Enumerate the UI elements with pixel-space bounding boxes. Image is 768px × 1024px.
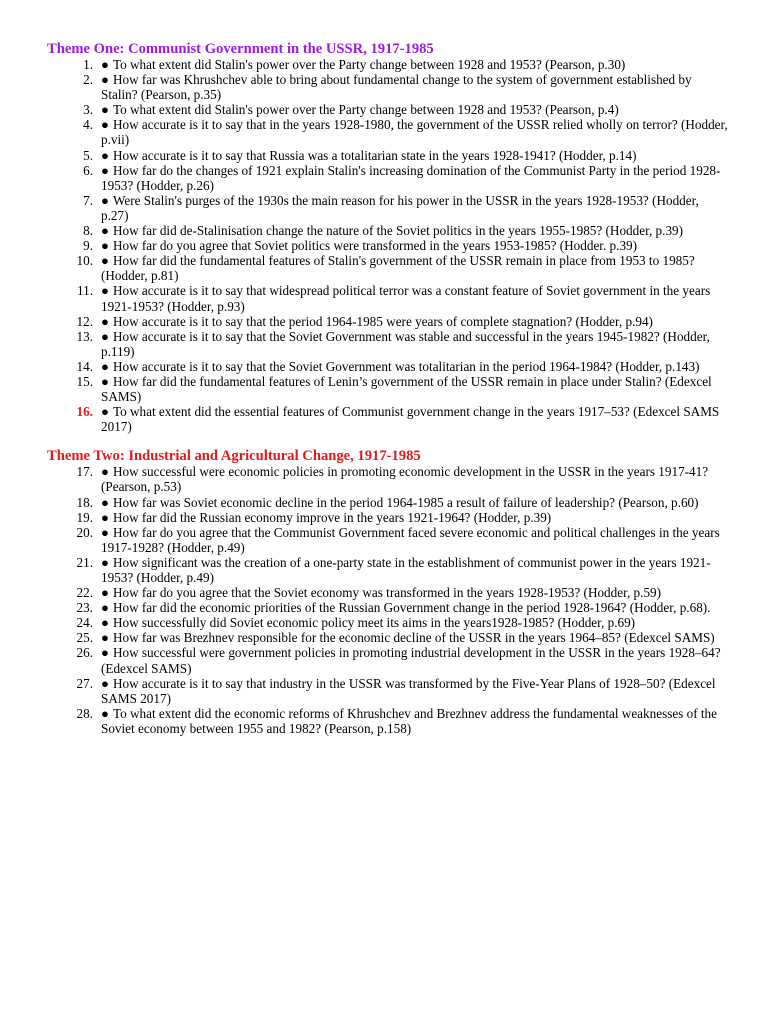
question-text-wrap bbox=[101, 148, 728, 163]
question-text-wrap bbox=[101, 615, 728, 630]
bullet-icon: ● bbox=[101, 585, 109, 601]
question-text-wrap bbox=[101, 283, 728, 313]
bullet-icon: ● bbox=[101, 554, 109, 570]
section-theme-two bbox=[47, 448, 728, 736]
question-text-wrap bbox=[101, 57, 728, 72]
question-number: 13. bbox=[76, 328, 93, 344]
question-text-wrap bbox=[101, 676, 728, 706]
question-item bbox=[47, 464, 728, 494]
question-item bbox=[47, 510, 728, 525]
question-number: 6. bbox=[83, 162, 93, 178]
question-item bbox=[47, 223, 728, 238]
question-number: 19. bbox=[76, 509, 93, 525]
bullet-icon: ● bbox=[101, 373, 109, 389]
question-text: How accurate is it to say that the Soviet Government was totalitarian in the period 1964-1984? (Hodder, p.143) bbox=[112, 358, 700, 374]
question-text-wrap bbox=[101, 600, 728, 615]
bullet-icon: ● bbox=[101, 57, 109, 72]
section-theme-one bbox=[47, 41, 728, 434]
question-text-wrap bbox=[101, 359, 728, 374]
section-title: Theme Two: Industrial and Agricultural Change, 1917-1985 bbox=[47, 448, 421, 465]
question-number: 17. bbox=[76, 464, 93, 480]
question-text-wrap bbox=[101, 464, 728, 494]
question-item bbox=[47, 374, 728, 404]
bullet-icon: ● bbox=[101, 313, 109, 329]
question-text-wrap bbox=[101, 374, 728, 404]
question-number: 22. bbox=[76, 585, 93, 601]
question-item bbox=[47, 585, 728, 600]
question-item bbox=[47, 117, 728, 147]
question-text: How successful were economic policies in promoting economic development in the USSR in the years 1917-41? (Pearson, p.53) bbox=[101, 464, 709, 495]
question-text-wrap bbox=[101, 329, 728, 359]
question-text: How far was Brezhnev responsible for the economic decline of the USSR in the years 1964–85? (Edexcel SAMS) bbox=[112, 630, 715, 646]
question-list bbox=[47, 464, 728, 736]
question-text: To what extent did Stalin's power over the Party change between 1928 and 1953? (Pearson, p.30) bbox=[112, 57, 626, 72]
bullet-icon: ● bbox=[101, 328, 109, 344]
bullet-icon: ● bbox=[101, 675, 109, 691]
question-text: How far did the fundamental features of Lenin’s government of the USSR remain in place under Stalin? (Edexcel SAMS) bbox=[101, 373, 712, 405]
question-item bbox=[47, 359, 728, 374]
question-item bbox=[47, 615, 728, 630]
question-text-wrap bbox=[101, 163, 728, 193]
question-text: How far do you agree that Soviet politics were transformed in the years 1953-1985? (Hodder. p.39) bbox=[112, 238, 638, 254]
question-text: How accurate is it to say that industry in the USSR was transformed by the Five-Year Plans of 1928–50? (Edexcel SAMS 2017) bbox=[101, 675, 716, 706]
bullet-icon: ● bbox=[101, 464, 109, 480]
question-text: How successfully did Soviet economic policy meet its aims in the years1928-1985? (Hodder, p.69) bbox=[112, 615, 636, 631]
question-text: How accurate is it to say that the Soviet Government was stable and successful in the years 1945-1982? (Hodder, p.119) bbox=[101, 328, 710, 359]
question-text-wrap bbox=[101, 585, 728, 600]
question-text-wrap bbox=[101, 645, 728, 675]
question-item bbox=[47, 193, 728, 223]
question-item bbox=[47, 163, 728, 193]
question-item bbox=[47, 283, 728, 313]
question-text-wrap bbox=[101, 706, 728, 736]
question-text-wrap bbox=[101, 253, 728, 283]
question-text: How far did the Russian economy improve in the years 1921-1964? (Hodder, p.39) bbox=[112, 509, 552, 525]
question-text: How successful were government policies in promoting industrial development in the USSR in the years 1928–64? (Edexcel SAMS) bbox=[101, 645, 721, 676]
question-number: 2. bbox=[83, 72, 93, 88]
question-item bbox=[47, 404, 728, 434]
question-text-wrap bbox=[101, 555, 728, 585]
question-text: How far do you agree that the Soviet economy was transformed in the years 1928-1953? (Hodder, p.59) bbox=[112, 585, 662, 601]
question-number: 21. bbox=[76, 554, 93, 570]
question-number: 4. bbox=[83, 117, 93, 133]
question-number: 28. bbox=[76, 705, 93, 721]
question-text: How significant was the creation of a one-party state in the establishment of communist power in the years 1921-1953? (Hodder, p.49) bbox=[101, 554, 711, 585]
question-item bbox=[47, 314, 728, 329]
bullet-icon: ● bbox=[101, 705, 109, 721]
question-text: To what extent did Stalin's power over the Party change between 1928 and 1953? (Pearson, p.4) bbox=[112, 102, 619, 118]
question-item bbox=[47, 495, 728, 510]
question-text: To what extent did the essential features of Communist government change in the years 1917–53? (Edexcel SAMS 2017) bbox=[101, 404, 720, 435]
question-item bbox=[47, 253, 728, 283]
question-number: 14. bbox=[76, 358, 93, 374]
question-number: 1. bbox=[83, 57, 93, 72]
bullet-icon: ● bbox=[101, 147, 109, 163]
bullet-icon: ● bbox=[101, 162, 109, 178]
question-text-wrap bbox=[101, 525, 728, 555]
question-number: 26. bbox=[76, 645, 93, 661]
bullet-icon: ● bbox=[101, 600, 109, 616]
question-number: 5. bbox=[83, 147, 93, 163]
question-item bbox=[47, 148, 728, 163]
question-item bbox=[47, 676, 728, 706]
question-text: How accurate is it to say that in the years 1928-1980, the government of the USSR relied wholly on terror? (Hodder, p.vii) bbox=[101, 117, 728, 148]
question-number: 24. bbox=[76, 615, 93, 631]
bullet-icon: ● bbox=[101, 509, 109, 525]
question-number: 7. bbox=[83, 192, 93, 208]
bullet-icon: ● bbox=[101, 283, 109, 299]
bullet-icon: ● bbox=[101, 615, 109, 631]
question-number: 9. bbox=[83, 238, 93, 254]
question-text-wrap bbox=[101, 238, 728, 253]
question-text-wrap bbox=[101, 102, 728, 117]
bullet-icon: ● bbox=[101, 72, 109, 88]
question-text: Were Stalin's purges of the 1930s the main reason for his power in the USSR in the years 1928-1953? (Hodder, p.27) bbox=[101, 192, 699, 223]
question-text: How far did de-Stalinisation change the nature of the Soviet politics in the years 1955-1985? (Hodder, p.39) bbox=[112, 223, 684, 239]
question-item bbox=[47, 102, 728, 117]
question-number: 27. bbox=[76, 675, 93, 691]
question-item bbox=[47, 555, 728, 585]
section-title: Theme One: Communist Government in the USSR, 1917-1985 bbox=[47, 41, 434, 57]
bullet-icon: ● bbox=[101, 645, 109, 661]
question-text-wrap bbox=[101, 117, 728, 147]
question-text-wrap bbox=[101, 314, 728, 329]
question-item bbox=[47, 645, 728, 675]
question-text: How far was Khrushchev able to bring about fundamental change to the system of government established by Stalin? (Pearson, p.35) bbox=[101, 72, 692, 103]
question-text: How far did the fundamental features of Stalin's government of the USSR remain in place from 1953 to 1985? (Hodder, p.81) bbox=[101, 253, 695, 284]
bullet-icon: ● bbox=[101, 524, 109, 540]
question-number: 8. bbox=[83, 223, 93, 239]
question-text-wrap bbox=[101, 72, 728, 102]
question-text: How far did the economic priorities of the Russian Government change in the period 1928-1964? (Hodder, p.68). bbox=[112, 600, 711, 616]
question-item bbox=[47, 72, 728, 102]
question-text-wrap bbox=[101, 404, 728, 434]
bullet-icon: ● bbox=[101, 494, 109, 510]
question-text: How accurate is it to say that widespread political terror was a constant feature of Soviet government in the years 1921-1953? (Hodder, p.93) bbox=[101, 283, 711, 314]
question-list bbox=[47, 57, 728, 434]
question-text-wrap bbox=[101, 495, 728, 510]
question-number: 15. bbox=[76, 373, 93, 389]
question-text-wrap bbox=[101, 630, 728, 645]
question-number: 10. bbox=[76, 253, 93, 269]
bullet-icon: ● bbox=[101, 117, 109, 133]
question-text: How accurate is it to say that the period 1964-1985 were years of complete stagnation? (Hodder, p.94) bbox=[112, 313, 653, 329]
question-item bbox=[47, 706, 728, 736]
bullet-icon: ● bbox=[101, 630, 109, 646]
question-text: To what extent did the economic reforms of Khrushchev and Brezhnev address the fundamental weaknesses of the Soviet economy between 1955 and 1982? (Pearson, p.158) bbox=[101, 705, 718, 736]
question-text-wrap bbox=[101, 223, 728, 238]
question-text: How accurate is it to say that Russia was a totalitarian state in the years 1928-1941? (Hodder, p.14) bbox=[112, 147, 637, 163]
question-number: 16. bbox=[76, 404, 93, 420]
question-number: 3. bbox=[83, 102, 93, 118]
question-number: 12. bbox=[76, 313, 93, 329]
question-text: How far was Soviet economic decline in the period 1964-1985 a result of failure of leadership? (Pearson, p.60) bbox=[112, 494, 699, 510]
question-item bbox=[47, 329, 728, 359]
bullet-icon: ● bbox=[101, 238, 109, 254]
question-number: 18. bbox=[76, 494, 93, 510]
question-text: How far do you agree that the Communist Government faced severe economic and political challenges in the years 1917-1928? (Hodder, p.49) bbox=[101, 524, 720, 555]
question-item bbox=[47, 525, 728, 555]
bullet-icon: ● bbox=[101, 192, 109, 208]
question-item bbox=[47, 600, 728, 615]
bullet-icon: ● bbox=[101, 223, 109, 239]
question-number: 23. bbox=[76, 600, 93, 616]
question-number: 25. bbox=[76, 630, 93, 646]
bullet-icon: ● bbox=[101, 404, 109, 420]
bullet-icon: ● bbox=[101, 102, 109, 118]
question-item bbox=[47, 630, 728, 645]
bullet-icon: ● bbox=[101, 358, 109, 374]
question-item bbox=[47, 57, 728, 72]
question-text: How far do the changes of 1921 explain Stalin's increasing domination of the Communist Party in the period 1928-1953? (Hodder, p.26) bbox=[101, 162, 721, 193]
question-text-wrap bbox=[101, 193, 728, 223]
bullet-icon: ● bbox=[101, 253, 109, 269]
question-number: 11. bbox=[77, 283, 93, 299]
question-item bbox=[47, 238, 728, 253]
question-number: 20. bbox=[76, 524, 93, 540]
question-text-wrap bbox=[101, 510, 728, 525]
